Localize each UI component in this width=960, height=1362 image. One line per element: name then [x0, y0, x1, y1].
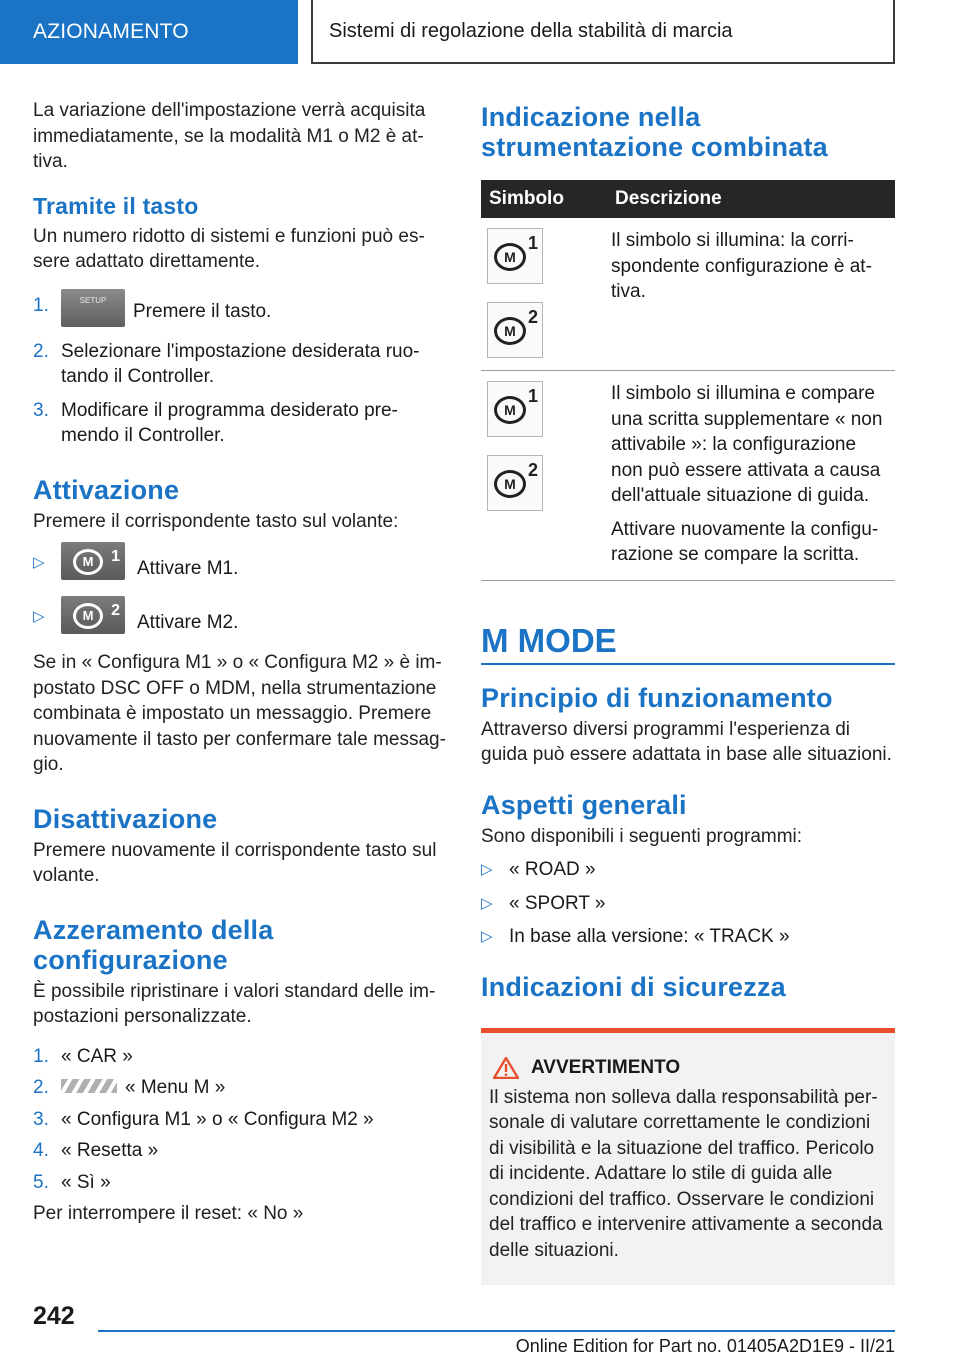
- left-column: [33, 98, 447, 1227]
- bullet-text: Attivare M1.: [137, 558, 239, 580]
- m2-mode-icon: M 2: [487, 455, 543, 511]
- tramite-text: Un numero ridotto di sistemi e funzioni può essere adattato direttamente.: [33, 225, 425, 272]
- step-number: 1.: [33, 1045, 49, 1067]
- triangle-bullet-icon: ▷: [33, 554, 45, 571]
- step-text: « Configura M1 » o « Configura M2 »: [61, 1108, 374, 1130]
- step-text: « CAR »: [61, 1045, 133, 1067]
- principio-text: Attraverso diversi programmi l'esperienza di guida può essere adattata in base alle situazioni.: [481, 718, 892, 765]
- table-header-description: Descrizione: [601, 180, 895, 218]
- table-header-symbol: Simbolo: [481, 180, 601, 218]
- warning-text: Il sistema non solleva dalla responsabilità personale di valutare correttamente le condizioni di visibilità e la situazione del traffico. Pericolo di incidente. Adattare lo stile di guida alle condizioni del traffico. Osservare le condizioni del traffico e intervenire attivamente a seconda delle situazioni.: [489, 1086, 883, 1261]
- list-item: [33, 1107, 447, 1133]
- list-item: [481, 857, 895, 883]
- attivazione-note: Se in « Configura M1 » o « Configura M2 » è impostato DSC OFF o MDM, nella strumentazione combinata è impostato un messaggio. Premere nuovamente il tasto per confermare tale messaggio.: [33, 652, 446, 775]
- attivazione-heading: Attivazione: [33, 474, 180, 505]
- page-number: 242: [33, 1302, 75, 1330]
- program-text: « ROAD »: [509, 859, 596, 880]
- step-text: Modificare il programma desiderato premendo il Controller.: [61, 399, 398, 446]
- tramite-heading: Tramite il tasto: [33, 192, 199, 219]
- table-cell-description-note: Attivare nuovamente la configurazione se compare la scritta.: [611, 518, 879, 565]
- aspetti-text: Sono disponibili i seguenti programmi:: [481, 825, 803, 847]
- step-number: 2.: [33, 1077, 49, 1098]
- list-item: [33, 1138, 447, 1164]
- indicazione-heading: Indicazione nella strumentazione combinata: [481, 102, 828, 162]
- intro-text: La variazione dell'impostazione verrà acquisita immediatamente, se la modalità M1 o M2 è attiva.: [33, 100, 426, 172]
- m1-mode-icon: M 1: [487, 228, 543, 284]
- step-text: Selezionare l'impostazione desiderata ruotando il Controller.: [61, 340, 420, 387]
- table-row: [481, 371, 895, 581]
- warning-header: [493, 1057, 887, 1079]
- page-title: Sistemi di regolazione della stabilità di marcia: [311, 0, 895, 64]
- list-item: [33, 604, 447, 642]
- warning-triangle-icon: [493, 1057, 519, 1079]
- m-menu-icon: [61, 1079, 117, 1093]
- program-text: In base alla versione: « TRACK »: [509, 926, 790, 947]
- symbol-table: [481, 180, 895, 581]
- triangle-bullet-icon: ▷: [481, 861, 493, 878]
- table-cell-description: Il simbolo si illumina e compare una scritta supplementare « non attivabile »: la configurazione non può essere attivata a causa dell'attuale situazione di guida.: [611, 383, 883, 506]
- step-number: 4.: [33, 1140, 49, 1161]
- footer-divider: [98, 1330, 895, 1332]
- triangle-bullet-icon: ▷: [481, 894, 493, 912]
- triangle-bullet-icon: ▷: [481, 928, 493, 945]
- m1-mode-icon: M 1: [487, 381, 543, 437]
- setup-button-icon: SETUP: [61, 289, 125, 327]
- list-item: [33, 293, 447, 331]
- reset-cancel-text: Per interrompere il reset: « No »: [33, 1203, 304, 1224]
- disattivazione-text: Premere nuovamente il corrispondente tasto sul volante.: [33, 839, 437, 886]
- step-number: 1.: [33, 294, 49, 316]
- footer-edition: Online Edition for Part no. 01405A2D1E9 - II/21: [515, 1336, 895, 1356]
- section-tab: AZIONAMENTO: [0, 0, 298, 64]
- step-number: 3.: [33, 399, 49, 421]
- list-item: [33, 550, 447, 588]
- m2-button-icon: M 2: [61, 596, 125, 634]
- list-item: [33, 398, 447, 449]
- azzeramento-heading: Azzeramento della configurazione: [33, 914, 274, 975]
- bullet-text: Attivare M2.: [137, 612, 239, 634]
- list-item: [33, 1075, 447, 1101]
- list-item: [481, 924, 895, 950]
- triangle-bullet-icon: ▷: [33, 608, 45, 625]
- m-mode-heading: M MODE: [481, 621, 895, 665]
- step-text: « Sì »: [61, 1171, 111, 1193]
- m1-button-icon: M 1: [61, 542, 125, 580]
- m2-mode-icon: M 2: [487, 302, 543, 358]
- warning-title: AVVERTIMENTO: [531, 1056, 681, 1078]
- right-column: [481, 102, 895, 1285]
- list-item: [481, 891, 895, 917]
- list-item: [33, 1044, 447, 1070]
- step-number: 5.: [33, 1171, 49, 1193]
- step-text: « Resetta »: [61, 1140, 159, 1161]
- warning-box: [481, 1028, 895, 1286]
- aspetti-heading: Aspetti generali: [481, 789, 687, 820]
- table-row: [481, 218, 895, 371]
- step-text: « Menu M »: [125, 1077, 226, 1098]
- azzeramento-text: È possibile ripristinare i valori standard delle impostazioni personalizzate.: [33, 980, 436, 1027]
- table-cell-description: Il simbolo si illumina: la corrispondente configurazione è attiva.: [601, 218, 895, 371]
- step-number: 3.: [33, 1108, 49, 1130]
- attivazione-text: Premere il corrispondente tasto sul volante:: [33, 510, 399, 532]
- principio-heading: Principio di funzionamento: [481, 682, 833, 713]
- list-item: [33, 339, 447, 390]
- step-number: 2.: [33, 340, 49, 362]
- sicurezza-heading: Indicazioni di sicurezza: [481, 971, 786, 1002]
- disattivazione-heading: Disattivazione: [33, 803, 218, 834]
- program-text: « SPORT »: [509, 892, 606, 914]
- step-text: Premere il tasto.: [133, 300, 272, 322]
- list-item: [33, 1170, 447, 1196]
